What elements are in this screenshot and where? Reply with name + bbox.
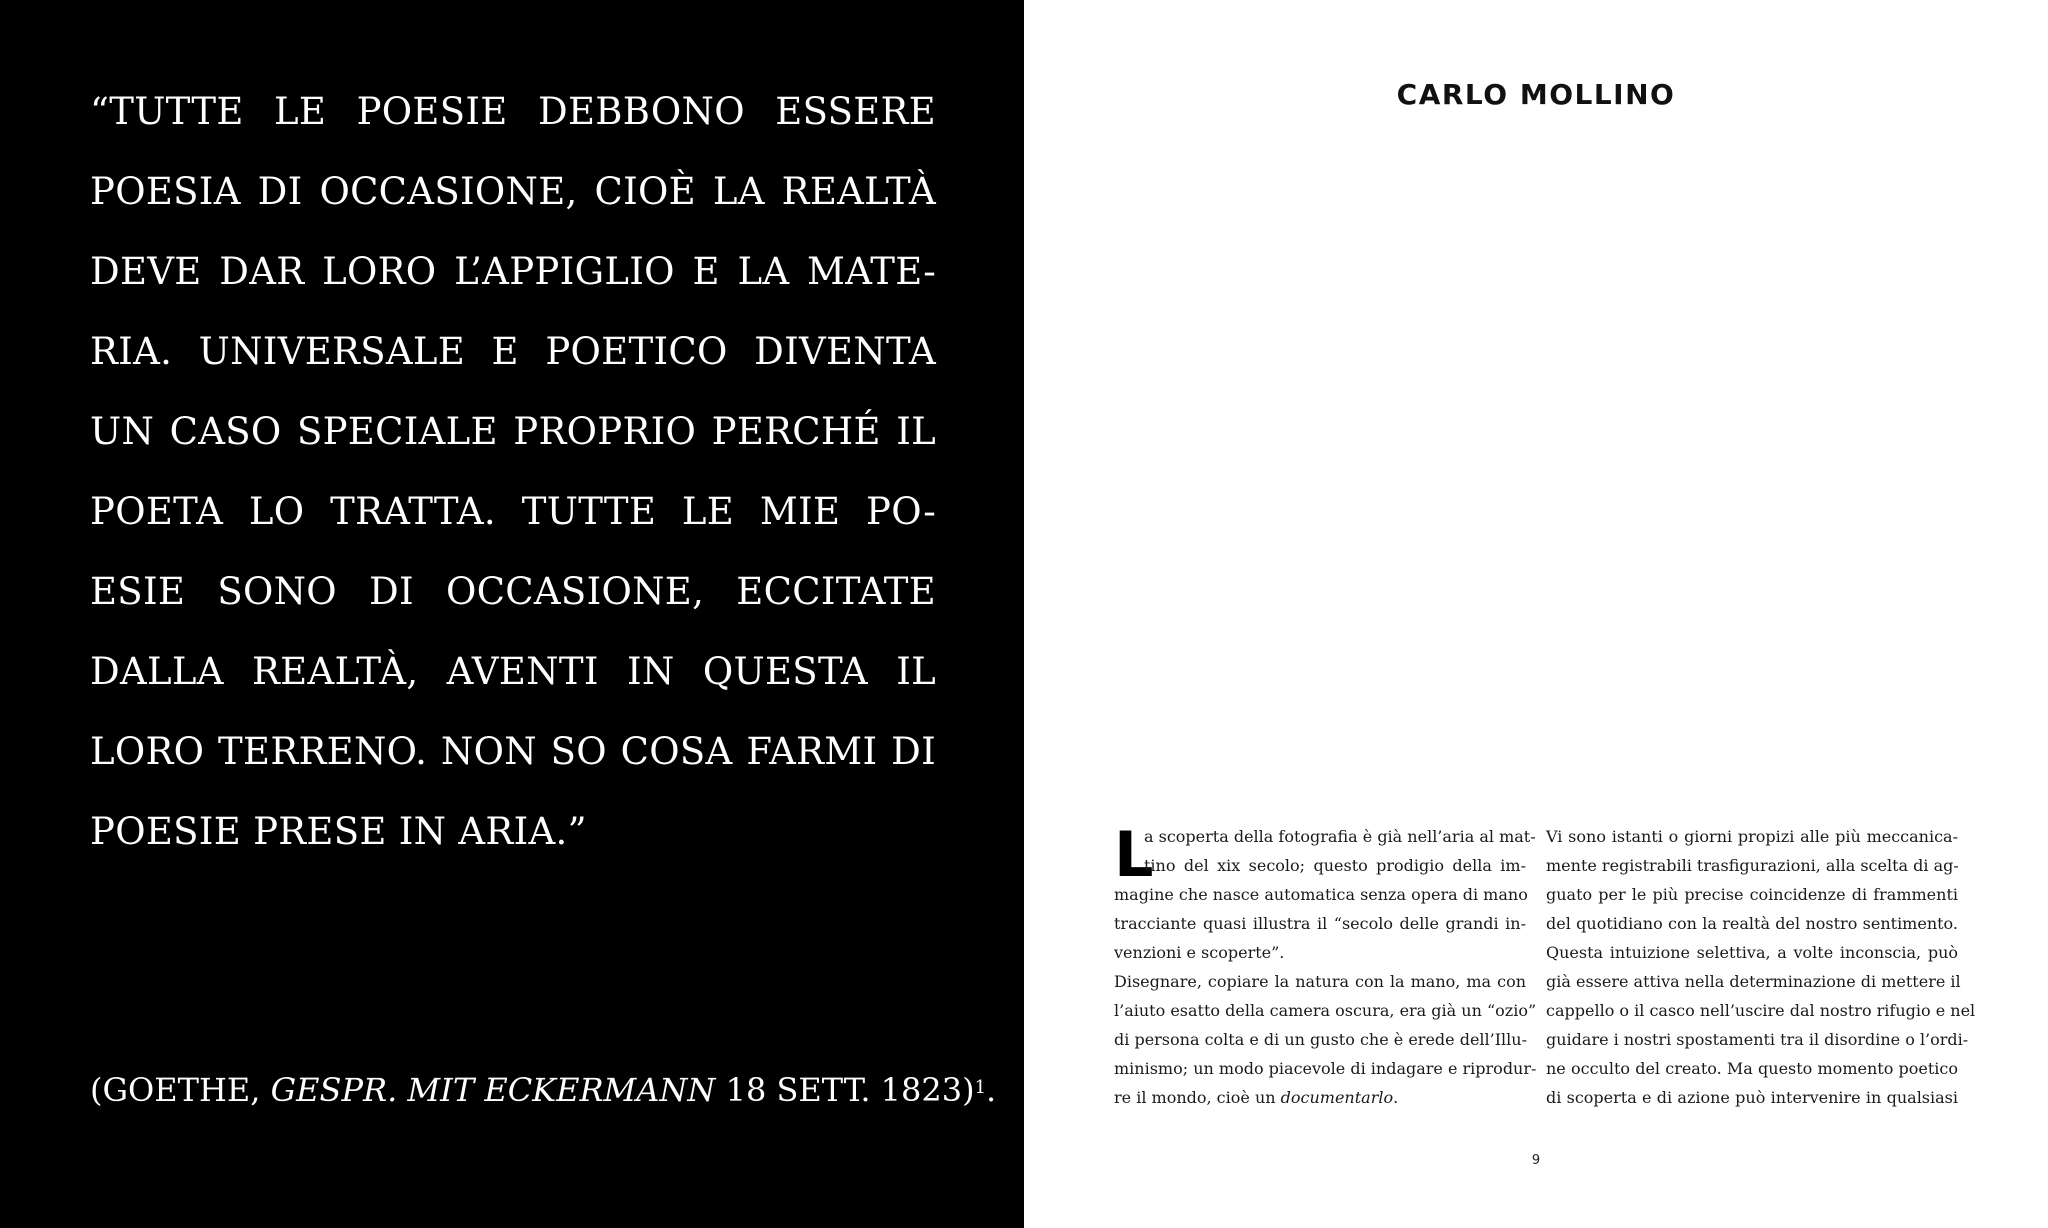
quote-line: “TUTTE LE POESIE DEBBONO ESSERE xyxy=(90,90,936,133)
quote-line: DALLA REALTÀ, AVENTI IN QUESTA IL xyxy=(90,650,936,693)
citation-work-title: GESPR. MIT ECKERMANN xyxy=(270,1071,716,1109)
citation-date: 18 SETT. 1823) xyxy=(715,1071,975,1109)
quote-line: POESIA DI OCCASIONE, CIOÈ LA REALTÀ xyxy=(90,170,936,213)
quote-line: ESIE SONO DI OCCASIONE, ECCITATE xyxy=(90,570,936,613)
body-text: re il mondo, cioè un xyxy=(1114,1088,1281,1107)
body-line: cappello o il casco nell’uscire dal nostro rifugio e nel xyxy=(1546,1001,1976,1020)
right-page xyxy=(1024,0,2048,1228)
citation-prefix: (GOETHE, xyxy=(90,1071,271,1109)
drop-cap: L xyxy=(1114,818,1154,891)
quote-citation xyxy=(90,1068,997,1112)
body-line: magine che nasce automatica senza opera di mano xyxy=(1114,885,1528,904)
body-line: tino del xix secolo; questo prodigio della im- xyxy=(1144,856,1526,875)
quote-line: UN CASO SPECIALE PROPRIO PERCHÉ IL xyxy=(90,410,936,453)
footnote-marker: 1 xyxy=(974,1077,987,1098)
body-text: . xyxy=(1393,1088,1399,1107)
body-line: l’aiuto esatto della camera oscura, era già un “ozio” xyxy=(1114,1001,1537,1020)
body-line: mente registrabili trasfigurazioni, alla scelta di ag- xyxy=(1546,856,1959,875)
body-line: del quotidiano con la realtà del nostro sentimento. xyxy=(1546,914,1958,933)
body-italic-word: documentarlo xyxy=(1280,1088,1394,1107)
body-column-left xyxy=(1114,818,1537,1112)
body-line: Questa intuizione selettiva, a volte inconscia, può xyxy=(1546,943,1958,962)
quote-line: DEVE DAR LORO L’APPIGLIO E LA MATE- xyxy=(90,250,936,293)
quote-line: POETA LO TRATTA. TUTTE LE MIE PO- xyxy=(90,490,936,533)
body-line: ne occulto del creato. Ma questo momento poetico xyxy=(1546,1059,1958,1078)
author-name: CARLO MOLLINO xyxy=(1396,78,1676,111)
body-column-right xyxy=(1546,822,1976,1112)
quote-line: LORO TERRENO. NON SO COSA FARMI DI xyxy=(90,730,936,773)
body-line: minismo; un modo piacevole di indagare e riprodur- xyxy=(1114,1059,1537,1078)
body-line: venzioni e scoperte”. xyxy=(1114,943,1285,962)
body-line-last xyxy=(1114,1083,1526,1112)
body-line: Vi sono istanti o giorni propizi alle più meccanica- xyxy=(1546,827,1958,846)
page-number: 9 xyxy=(1531,1153,1541,1168)
quote-line: POESIE PRESE IN ARIA.” xyxy=(90,810,587,853)
body-line: Disegnare, copiare la natura con la mano, ma con xyxy=(1114,972,1526,991)
body-line: tracciante quasi illustra il “secolo delle grandi in- xyxy=(1114,914,1526,933)
citation-end: . xyxy=(986,1071,997,1109)
quote-line: RIA. UNIVERSALE E POETICO DIVENTA xyxy=(90,330,936,373)
body-line: guato per le più precise coincidenze di frammenti xyxy=(1546,885,1958,904)
body-line: di persona colta e di un gusto che è erede dell’Illu- xyxy=(1114,1030,1527,1049)
body-line: a scoperta della fotografia è già nell’aria al mat- xyxy=(1144,827,1536,846)
goethe-quote xyxy=(90,72,936,872)
body-line: di scoperta e di azione può intervenire in qualsiasi xyxy=(1546,1088,1958,1107)
body-line: già essere attiva nella determinazione di mettere il xyxy=(1546,972,1961,991)
body-line: guidare i nostri spostamenti tra il disordine o l’ordi- xyxy=(1546,1030,1969,1049)
